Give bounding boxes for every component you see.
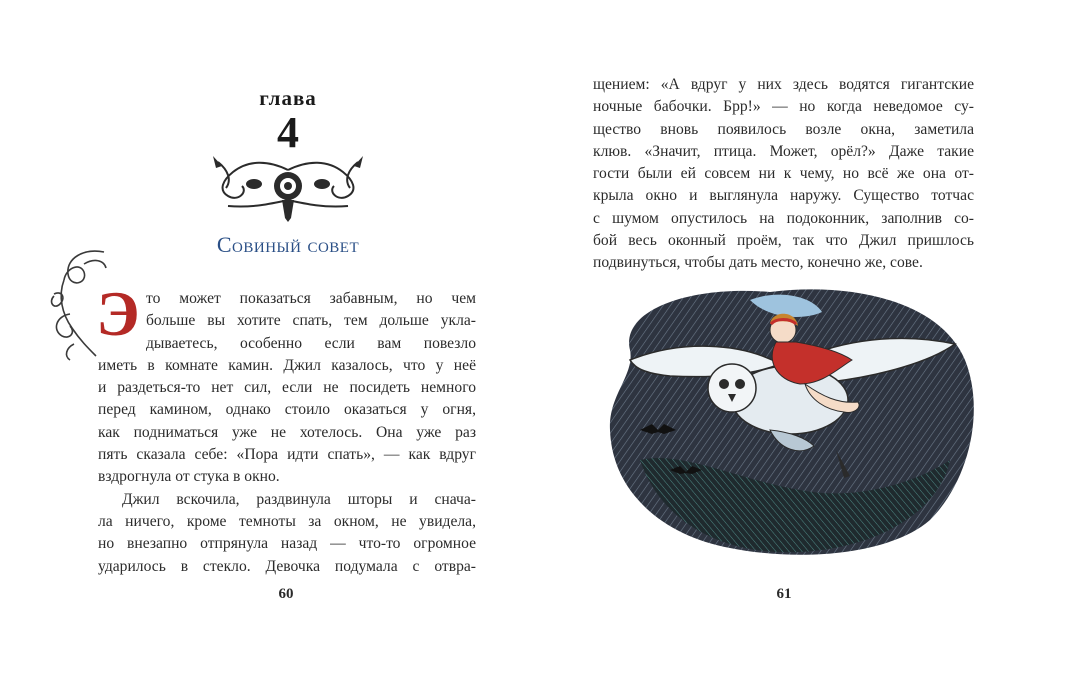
text-line: иметь в комнате камин. Джил казалось, что у неё [98, 356, 476, 374]
text-line: больше вы хотите спать, тем дольше укла- [146, 312, 476, 330]
page-number-left: 60 [278, 586, 294, 602]
text-line: перед камином, однако стоило оказаться у огня, [98, 401, 476, 419]
text-line: щество вновь появилось возле окна, заметила [593, 120, 974, 138]
text-line: дываетесь, особенно если вам повезло [146, 334, 476, 352]
owl-illustration-icon [600, 280, 980, 560]
text-line: но внезапно отпрянула назад — что-то огромное [98, 535, 476, 553]
text-line: ночные бабочки. Брр!» — но когда неведомое су- [593, 98, 974, 116]
text-line: пять сказала себе: «Пора идти спать», — как вдруг [98, 446, 476, 464]
text-line: крыла окно и выглянула наружу. Существо тотчас [593, 187, 974, 205]
text-line: то может показаться забавным, но чем [146, 290, 476, 307]
text-line: гости были ей совсем ни к чему, но всё же она от- [593, 165, 974, 183]
body-text-right [593, 74, 974, 275]
text-line: вздрогнула от стука в окно. [98, 468, 280, 486]
text-line: с шумом опустилось на подоконник, заполнив со- [593, 209, 974, 227]
text-line: ла ничего, кроме темноты за окном, не увидела, [98, 512, 476, 530]
chapter-ornament-icon [208, 150, 368, 225]
text-line: и раздеться-то нет сил, если не посидеть немного [98, 379, 476, 397]
body-text-left [98, 288, 476, 578]
drop-cap: Э [96, 278, 140, 349]
text-line: ударилось в стекло. Девочка подумала с отвра- [98, 557, 476, 575]
text-line: как подниматься уже не хотелось. Она уже раз [98, 423, 476, 441]
chapter-number: 4 [277, 108, 299, 157]
chapter-label: глава [259, 86, 317, 110]
text-line: клюв. «Значит, птица. Может, орёл?» Даже такие [593, 142, 974, 160]
text-line: Джил вскочила, раздвинула шторы и снача- [122, 490, 476, 508]
page-number-right: 61 [776, 586, 792, 602]
chapter-title: Совиный совет [216, 232, 360, 257]
text-line: подвинуться, чтобы дать место, конечно же, сове. [593, 254, 923, 272]
text-line: бой весь оконный проём, так что Джил пришлось [593, 232, 974, 250]
text-line: щением: «А вдруг у них здесь водятся гигантские [593, 76, 974, 93]
